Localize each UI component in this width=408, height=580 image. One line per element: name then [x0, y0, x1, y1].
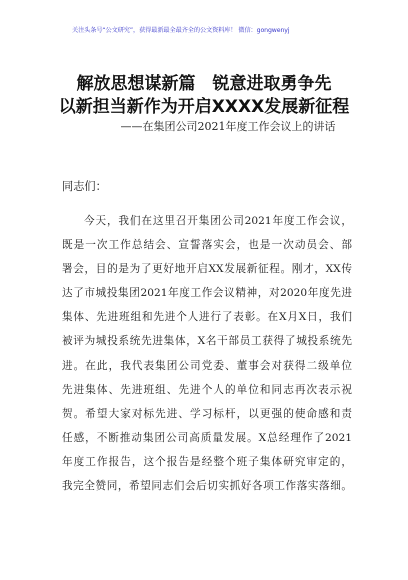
- body-line: 集体、先进班组和先进个人进行了表彰。在X月X日，我们: [62, 311, 352, 324]
- header-note: 关注头条号“公文研究”，获得最新最全最齐全的公文资料库！ 微信：gongwenyj: [72, 27, 290, 34]
- title-line-1: 解放思想谋新篇 锐意进取勇争先: [76, 74, 332, 94]
- body-line: 达了市城投集团2021年度工作会议精神，对2020年度先进: [62, 287, 352, 300]
- body-line: 任感，不断推动集团公司高质量发展。X总经理作了2021: [62, 431, 352, 444]
- body-paragraph: [62, 209, 352, 498]
- body-line: 既是一次工作总结会、宣誓落实会，也是一次动员会、部: [62, 239, 352, 252]
- body-line: 今天，我们在这里召开集团公司2021年度工作会议，: [84, 215, 352, 227]
- body-line: 我完全赞同，希望同志们会后切实抓好各项工作落实落细。: [62, 480, 352, 493]
- title-line-2: 以新担当新作为开启XXXX发展新征程: [58, 97, 350, 117]
- salutation: 同志们：: [62, 180, 107, 193]
- body-line: 先进集体、先进班组、先进个人的单位和同志再次表示祝: [62, 383, 352, 396]
- body-line: 署会，目的是为了更好地开启XX发展新征程。刚才，XX传: [62, 263, 352, 276]
- subtitle: ——在集团公司2021年度工作会议上的讲话: [120, 120, 336, 133]
- body-line: 贺。希望大家对标先进、学习标杆，以更强的使命感和责: [62, 407, 352, 420]
- body-line: 进。在此，我代表集团公司党委、董事会对获得二级单位: [62, 359, 352, 372]
- body-line: 年度工作报告，这个报告是经整个班子集体研究审定的，: [62, 455, 352, 468]
- body-line: 被评为城投系统先进集体，X名干部员工获得了城投系统先: [62, 335, 352, 348]
